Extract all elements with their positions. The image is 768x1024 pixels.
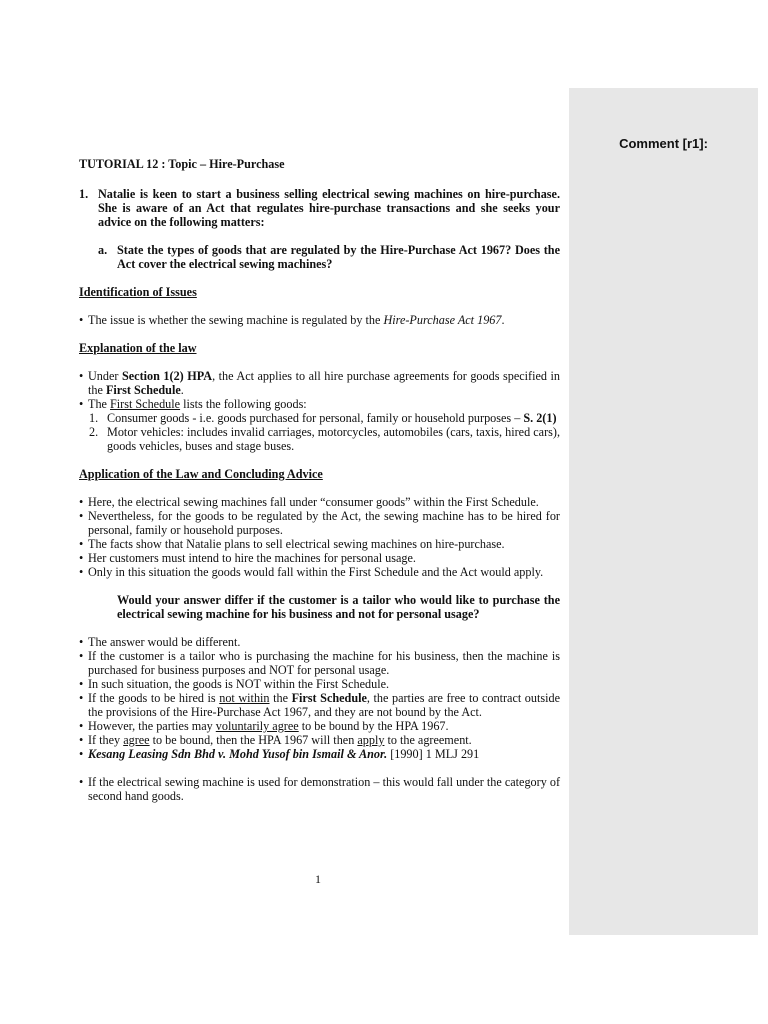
heading-issues: Identification of Issues [79, 285, 197, 299]
question-text: Natalie is keen to start a business selling electrical sewing machines on hire-purchase. She is aware of an Act that regulates hire-purchase transactions and she seeks your advice on the following matters: [98, 187, 560, 229]
act-name: Hire-Purchase Act 1967 [383, 313, 502, 327]
list-item: • Here, the electrical sewing machines fall under “consumer goods” within the First Schedule. [79, 495, 539, 509]
list-item: • The issue is whether the sewing machine is regulated by the Hire-Purchase Act 1967. [79, 313, 505, 327]
list-item: • If they agree to be bound, then the HPA 1967 will then apply to the agreement. [79, 733, 472, 747]
question-number: 1. [79, 187, 89, 201]
list-item: • Under Section 1(2) HPA, the Act applies to all hire purchase agreements for goods specified in the First Schedule. [79, 369, 560, 397]
question-1 [79, 187, 560, 229]
list-item: • If the goods to be hired is not within the First Schedule, the parties are free to contract outside the provisions of the Hire-Purchase Act 1967, and they are not bound by the Act. [79, 691, 561, 719]
list-item: 2. Motor vehicles: includes invalid carriages, motorcycles, automobiles (cars, taxis, hired cars), goods vehicles, buses and stage buses. [89, 425, 560, 453]
heading-law: Explanation of the law [79, 341, 197, 355]
question-text: State the types of goods that are regulated by the Hire-Purchase Act 1967? Does the Act cover the electrical sewing machines? [117, 243, 560, 271]
answer-list [79, 635, 560, 761]
page-number: 1 [315, 872, 321, 886]
list-item: • If the electrical sewing machine is used for demonstration – this would fall under the category of second hand goods. [79, 775, 560, 803]
list-item: 1. Consumer goods - i.e. goods purchased for personal, family or household purposes – S. 2(1) [89, 411, 557, 425]
list-item: • The facts show that Natalie plans to sell electrical sewing machines on hire-purchase. [79, 537, 505, 551]
goods-list [79, 411, 560, 453]
document-body [79, 157, 560, 803]
list-item: • Her customers must intend to hire the machines for personal usage. [79, 551, 416, 565]
tutorial-title: TUTORIAL 12 : Topic – Hire-Purchase [79, 157, 285, 171]
question-letter: a. [98, 243, 108, 257]
list-item: • However, the parties may voluntarily agree to be bound by the HPA 1967. [79, 719, 449, 733]
law-list [79, 369, 560, 411]
question-followup: Would your answer differ if the customer is a tailor who would like to purchase the electrical sewing machine for his business and not for personal usage? [117, 593, 560, 621]
comment-pane [569, 88, 758, 935]
question-1a [98, 243, 560, 271]
list-item: • Kesang Leasing Sdn Bhd v. Mohd Yusof bin Ismail & Anor. [1990] 1 MLJ 291 [79, 747, 480, 761]
list-item: • If the customer is a tailor who is purchasing the machine for his business, then the machine is purchased for business purposes and NOT for personal usage. [79, 649, 560, 677]
comment-label[interactable]: Comment [r1]: [619, 136, 708, 151]
list-item: • The First Schedule lists the following goods: [79, 397, 307, 411]
case-name: Kesang Leasing Sdn Bhd v. Mohd Yusof bin Ismail & Anor. [88, 747, 388, 761]
heading-application: Application of the Law and Concluding Advice [79, 467, 323, 481]
application-list [79, 495, 560, 579]
list-item: • Only in this situation the goods would fall within the First Schedule and the Act would apply. [79, 565, 544, 579]
answer-list-extra [79, 775, 560, 803]
issues-list [79, 313, 560, 327]
list-item: • In such situation, the goods is NOT within the First Schedule. [79, 677, 390, 691]
list-item: • The answer would be different. [79, 635, 241, 649]
list-item: • Nevertheless, for the goods to be regulated by the Act, the sewing machine has to be hired for personal, family or household purposes. [79, 509, 560, 537]
